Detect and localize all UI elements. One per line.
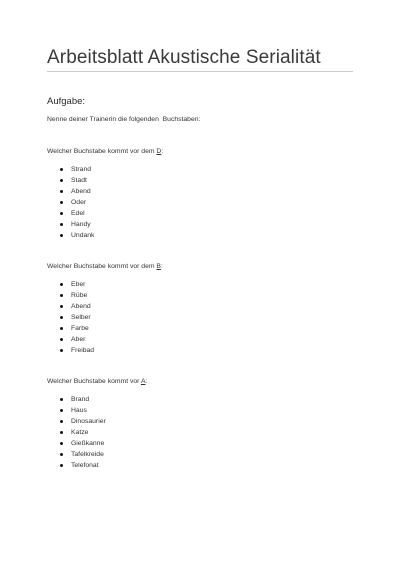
word-list xyxy=(47,394,353,471)
question-text xyxy=(47,262,353,272)
question-section-a xyxy=(47,377,353,471)
task-heading: Aufgabe: xyxy=(47,96,86,107)
list-item xyxy=(47,394,353,405)
bullet-icon xyxy=(60,223,63,226)
list-item-text: Undank xyxy=(71,232,95,239)
bullet-icon xyxy=(60,338,63,341)
list-item-text: Eber xyxy=(71,281,86,288)
list-item xyxy=(47,197,353,208)
list-item xyxy=(47,427,353,438)
list-item-text: Handy xyxy=(71,221,91,228)
list-item-text: Farbe xyxy=(71,325,89,332)
list-item-text: Oder xyxy=(71,199,87,206)
question-section-d xyxy=(47,147,353,241)
bullet-icon xyxy=(60,283,63,286)
list-item-text: Gießkanne xyxy=(71,440,105,447)
bullet-icon xyxy=(60,398,63,401)
page-title: Arbeitsblatt Akustische Serialität xyxy=(47,47,321,68)
bullet-icon xyxy=(60,464,63,467)
title-underline xyxy=(47,71,353,72)
task-instruction: Nenne deiner Trainerin die folgenden Buchstaben: xyxy=(47,116,201,123)
list-item-text: Rübe xyxy=(71,292,88,299)
list-item xyxy=(47,230,353,241)
word-list xyxy=(47,164,353,241)
list-item xyxy=(47,405,353,416)
list-item-text: Freibad xyxy=(71,347,95,354)
bullet-icon xyxy=(60,168,63,171)
bullet-icon xyxy=(60,431,63,434)
list-item xyxy=(47,323,353,334)
list-item xyxy=(47,460,353,471)
list-item-text: Edel xyxy=(71,210,85,217)
list-item xyxy=(47,416,353,427)
question-letter: D xyxy=(156,148,162,155)
word-list xyxy=(47,279,353,356)
question-suffix: : xyxy=(145,378,148,385)
list-item xyxy=(47,449,353,460)
bullet-icon xyxy=(60,294,63,297)
question-section-b xyxy=(47,262,353,356)
question-letter: B xyxy=(156,263,161,270)
question-prefix: Welcher Buchstabe kommt vor dem xyxy=(47,148,157,155)
list-item-text: Strand xyxy=(71,166,92,173)
list-item xyxy=(47,279,353,290)
list-item-text: Selber xyxy=(71,314,91,321)
question-suffix: : xyxy=(161,148,164,155)
bullet-icon xyxy=(60,327,63,330)
list-item xyxy=(47,438,353,449)
question-suffix: : xyxy=(160,263,163,270)
bullet-icon xyxy=(60,234,63,237)
question-prefix: Welcher Buchstabe kommt vor dem xyxy=(47,263,157,270)
bullet-icon xyxy=(60,212,63,215)
bullet-icon xyxy=(60,453,63,456)
list-item xyxy=(47,301,353,312)
list-item-text: Brand xyxy=(71,396,90,403)
list-item-text: Telefonat xyxy=(71,462,99,469)
bullet-icon xyxy=(60,349,63,352)
question-text xyxy=(47,377,353,387)
bullet-icon xyxy=(60,409,63,412)
bullet-icon xyxy=(60,442,63,445)
list-item-text: Abend xyxy=(71,303,91,310)
list-item xyxy=(47,312,353,323)
list-item xyxy=(47,345,353,356)
list-item-text: Stadt xyxy=(71,177,87,184)
list-item-text: Haus xyxy=(71,407,87,414)
list-item xyxy=(47,175,353,186)
question-text xyxy=(47,147,353,157)
list-item xyxy=(47,208,353,219)
list-item xyxy=(47,219,353,230)
list-item-text: Katze xyxy=(71,429,89,436)
bullet-icon xyxy=(60,316,63,319)
list-item-text: Tafelkreide xyxy=(71,451,104,458)
list-item-text: Aber xyxy=(71,336,86,343)
bullet-icon xyxy=(60,420,63,423)
bullet-icon xyxy=(60,179,63,182)
list-item-text: Abend xyxy=(71,188,91,195)
bullet-icon xyxy=(60,190,63,193)
list-item xyxy=(47,290,353,301)
bullet-icon xyxy=(60,305,63,308)
question-letter: A xyxy=(140,378,146,385)
question-prefix: Welcher Buchstabe kommt vor xyxy=(47,378,141,385)
list-item-text: Dinosaurier xyxy=(71,418,106,425)
list-item xyxy=(47,164,353,175)
list-item xyxy=(47,186,353,197)
bullet-icon xyxy=(60,201,63,204)
list-item xyxy=(47,334,353,345)
